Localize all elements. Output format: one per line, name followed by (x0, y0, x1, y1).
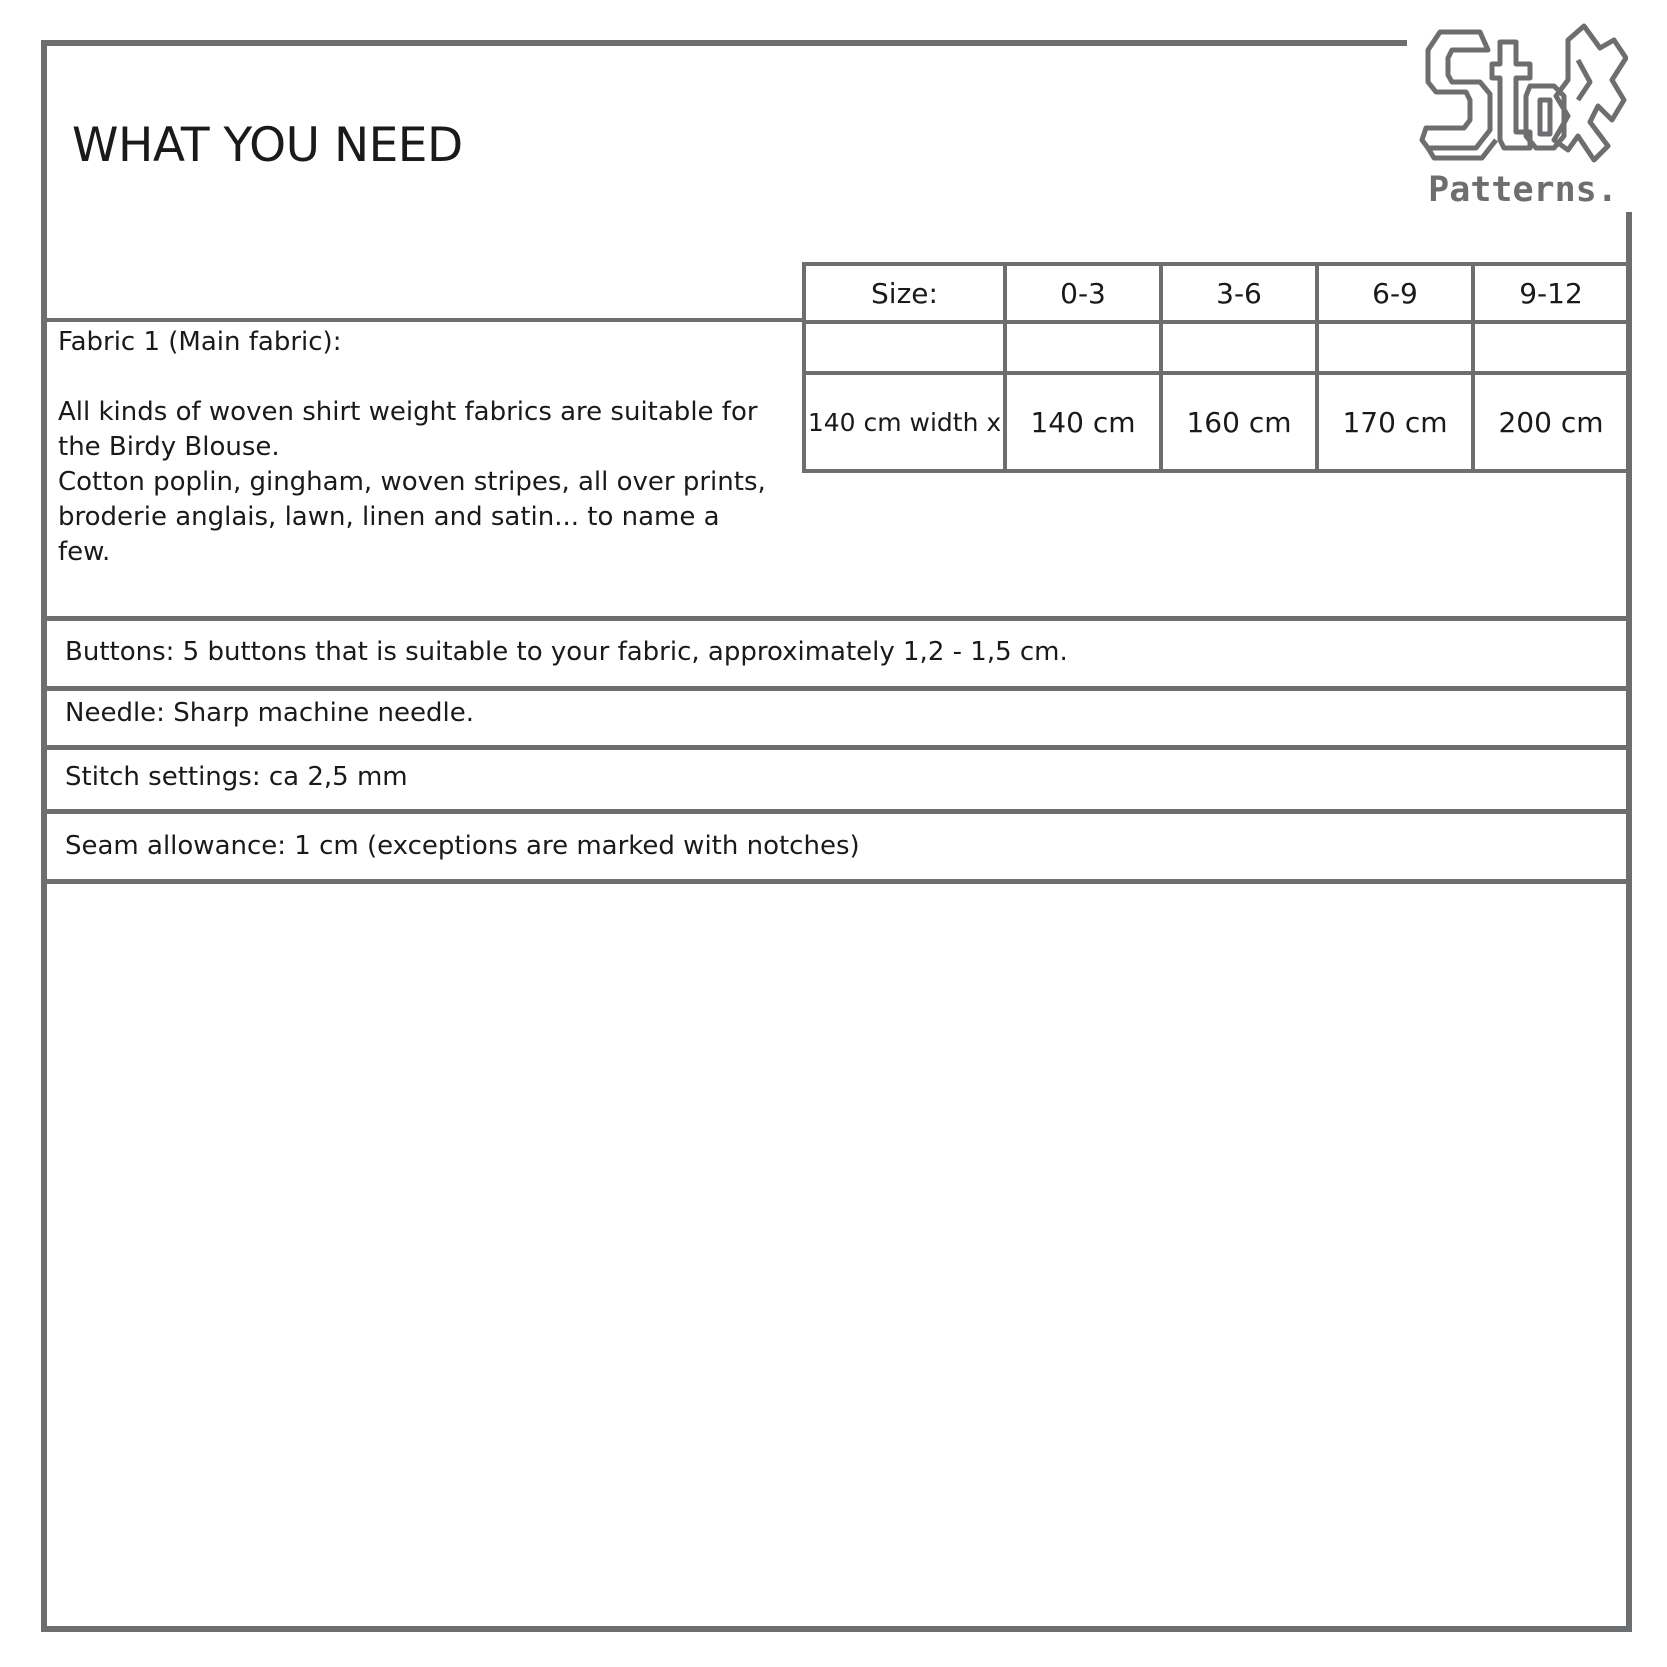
size-header-label: Size: (804, 264, 1005, 322)
empty-cell (1473, 322, 1629, 373)
empty-row (804, 322, 1629, 373)
fabric-amount-cell: 140 cm (1005, 373, 1161, 471)
size-header-cell: 6-9 (1317, 264, 1473, 322)
fabric-amount-row (804, 373, 1629, 471)
fabric-amount-cell: 200 cm (1473, 373, 1629, 471)
frame-bottom-border (41, 1626, 1632, 1632)
fabric-heading: Fabric 1 (Main fabric): (58, 327, 342, 357)
brand-logo (1418, 20, 1628, 215)
row-divider (41, 879, 1632, 884)
stox-logo-icon (1418, 20, 1628, 170)
logo-subtitle: Patterns. (1428, 170, 1618, 210)
size-header-cell: 0-3 (1005, 264, 1161, 322)
row-divider (41, 745, 1632, 750)
row-divider (41, 616, 1632, 621)
fabric-description (58, 325, 778, 570)
fabric-description-line: All kinds of woven shirt weight fabrics are suitable for the Birdy Blouse. (58, 397, 758, 462)
size-table (802, 262, 1631, 473)
row-divider (41, 809, 1632, 814)
frame-top-border (41, 40, 1407, 46)
empty-cell (1161, 322, 1317, 373)
size-header-row (804, 264, 1629, 322)
stitch-settings-info: Stitch settings: ca 2,5 mm (65, 762, 408, 792)
empty-cell (1317, 322, 1473, 373)
frame-left-border (41, 40, 47, 1632)
header-divider (41, 318, 806, 322)
empty-cell (804, 322, 1005, 373)
row-divider (41, 686, 1632, 691)
fabric-amount-cell: 170 cm (1317, 373, 1473, 471)
fabric-amount-cell: 160 cm (1161, 373, 1317, 471)
seam-allowance-info: Seam allowance: 1 cm (exceptions are marked with notches) (65, 831, 860, 861)
needle-info: Needle: Sharp machine needle. (65, 698, 475, 728)
page-title: WHAT YOU NEED (72, 118, 463, 173)
fabric-description-line: Cotton poplin, gingham, woven stripes, all over prints, broderie anglais, lawn, linen and satin... to name a few. (58, 467, 766, 567)
size-header-cell: 9-12 (1473, 264, 1629, 322)
size-header-cell: 3-6 (1161, 264, 1317, 322)
empty-cell (1005, 322, 1161, 373)
fabric-width-label: 140 cm width x (804, 373, 1005, 471)
buttons-info: Buttons: 5 buttons that is suitable to your fabric, approximately 1,2 - 1,5 cm. (65, 637, 1068, 667)
